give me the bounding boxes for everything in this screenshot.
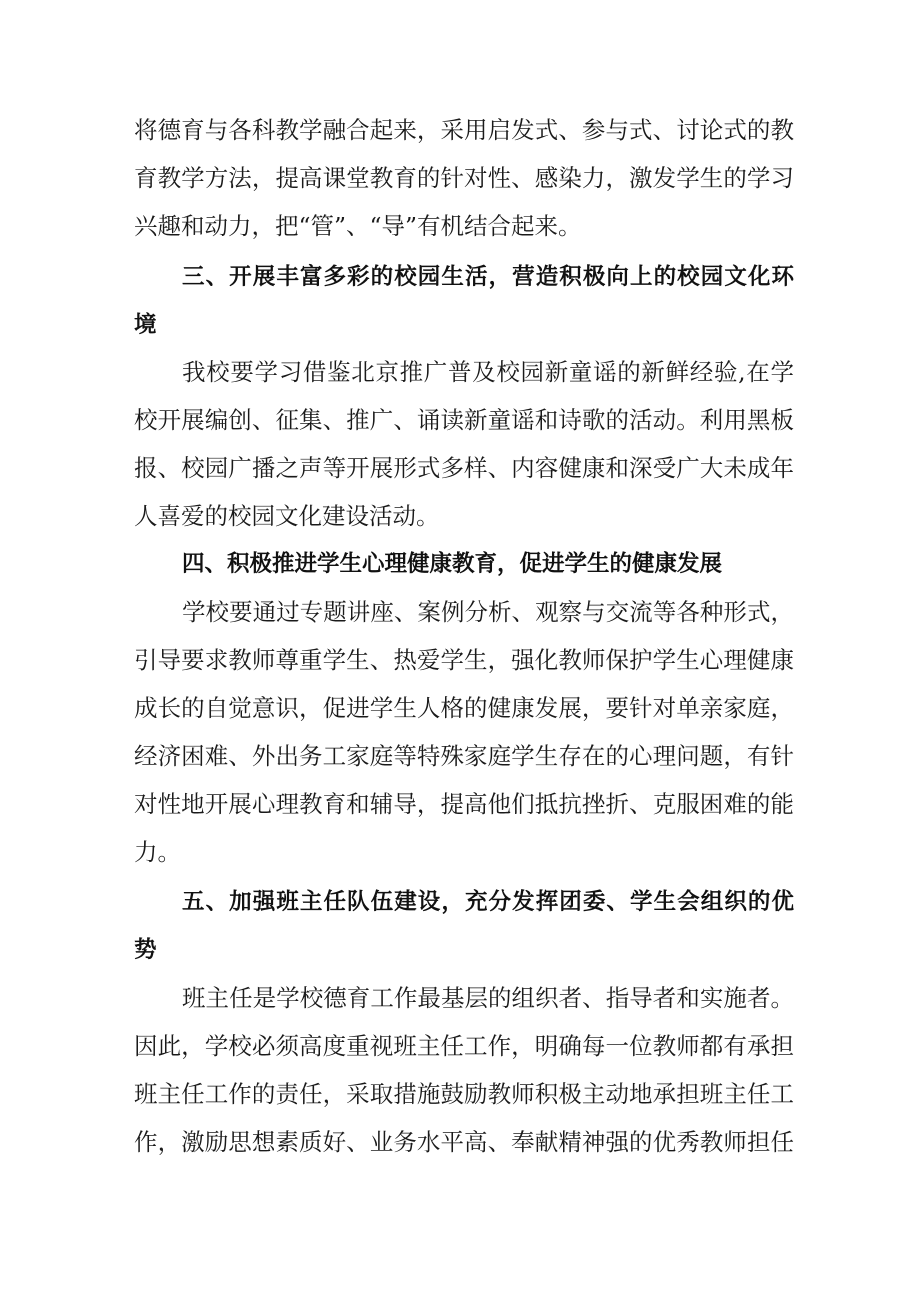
section-heading: 五、加强班主任队伍建设，充分发挥团委、学生会组织的优	[182, 889, 794, 915]
section-heading: 三、开展丰富多彩的校园生活，营造积极向上的校园文化环	[182, 264, 794, 290]
paragraph-line: 因此，学校必须高度重视班主任工作，明确每一位教师都有承担	[134, 1032, 794, 1060]
paragraph-line: 对性地开展心理教育和辅导，提高他们抵抗挫折、克服困难的能	[134, 790, 794, 818]
paragraph-line: 人喜爱的校园文化建设活动。	[134, 502, 440, 530]
paragraph-line: 班主任是学校德育工作最基层的组织者、指导者和实施者。	[182, 984, 794, 1012]
section-heading: 四、积极推进学生心理健康教育，促进学生的健康发展	[182, 551, 723, 577]
section-heading: 境	[134, 312, 157, 338]
paragraph-line: 班主任工作的责任，采取措施鼓励教师积极主动地承担班主任工	[134, 1080, 794, 1108]
paragraph-line: 育教学方法，提高课堂教育的针对性、感染力，激发学生的学习	[134, 164, 794, 192]
paragraph-line: 将德育与各科教学融合起来，采用启发式、参与式、讨论式的教	[134, 116, 794, 144]
paragraph-line: 学校要通过专题讲座、案例分析、观察与交流等各种形式，	[182, 598, 794, 626]
paragraph-line: 报、校园广播之声等开展形式多样、内容健康和深受广大未成年	[134, 454, 794, 482]
paragraph-line: 力。	[134, 838, 181, 866]
paragraph-line: 兴趣和动力，把“管”、“导”有机结合起来。	[134, 212, 582, 240]
paragraph-line: 我校要学习借鉴北京推广普及校园新童谣的新鲜经验,在学	[182, 358, 794, 386]
paragraph-line: 经济困难、外出务工家庭等特殊家庭学生存在的心理问题，有针	[134, 742, 794, 770]
paragraph-line: 引导要求教师尊重学生、热爱学生，强化教师保护学生心理健康	[134, 646, 794, 674]
section-heading: 势	[134, 937, 157, 963]
paragraph-line: 成长的自觉意识，促进学生人格的健康发展，要针对单亲家庭，	[134, 694, 794, 722]
paragraph-line: 校开展编创、征集、推广、诵读新童谣和诗歌的活动。利用黑板	[134, 406, 794, 434]
paragraph-line: 作，激励思想素质好、业务水平高、奉献精神强的优秀教师担任	[134, 1128, 794, 1156]
